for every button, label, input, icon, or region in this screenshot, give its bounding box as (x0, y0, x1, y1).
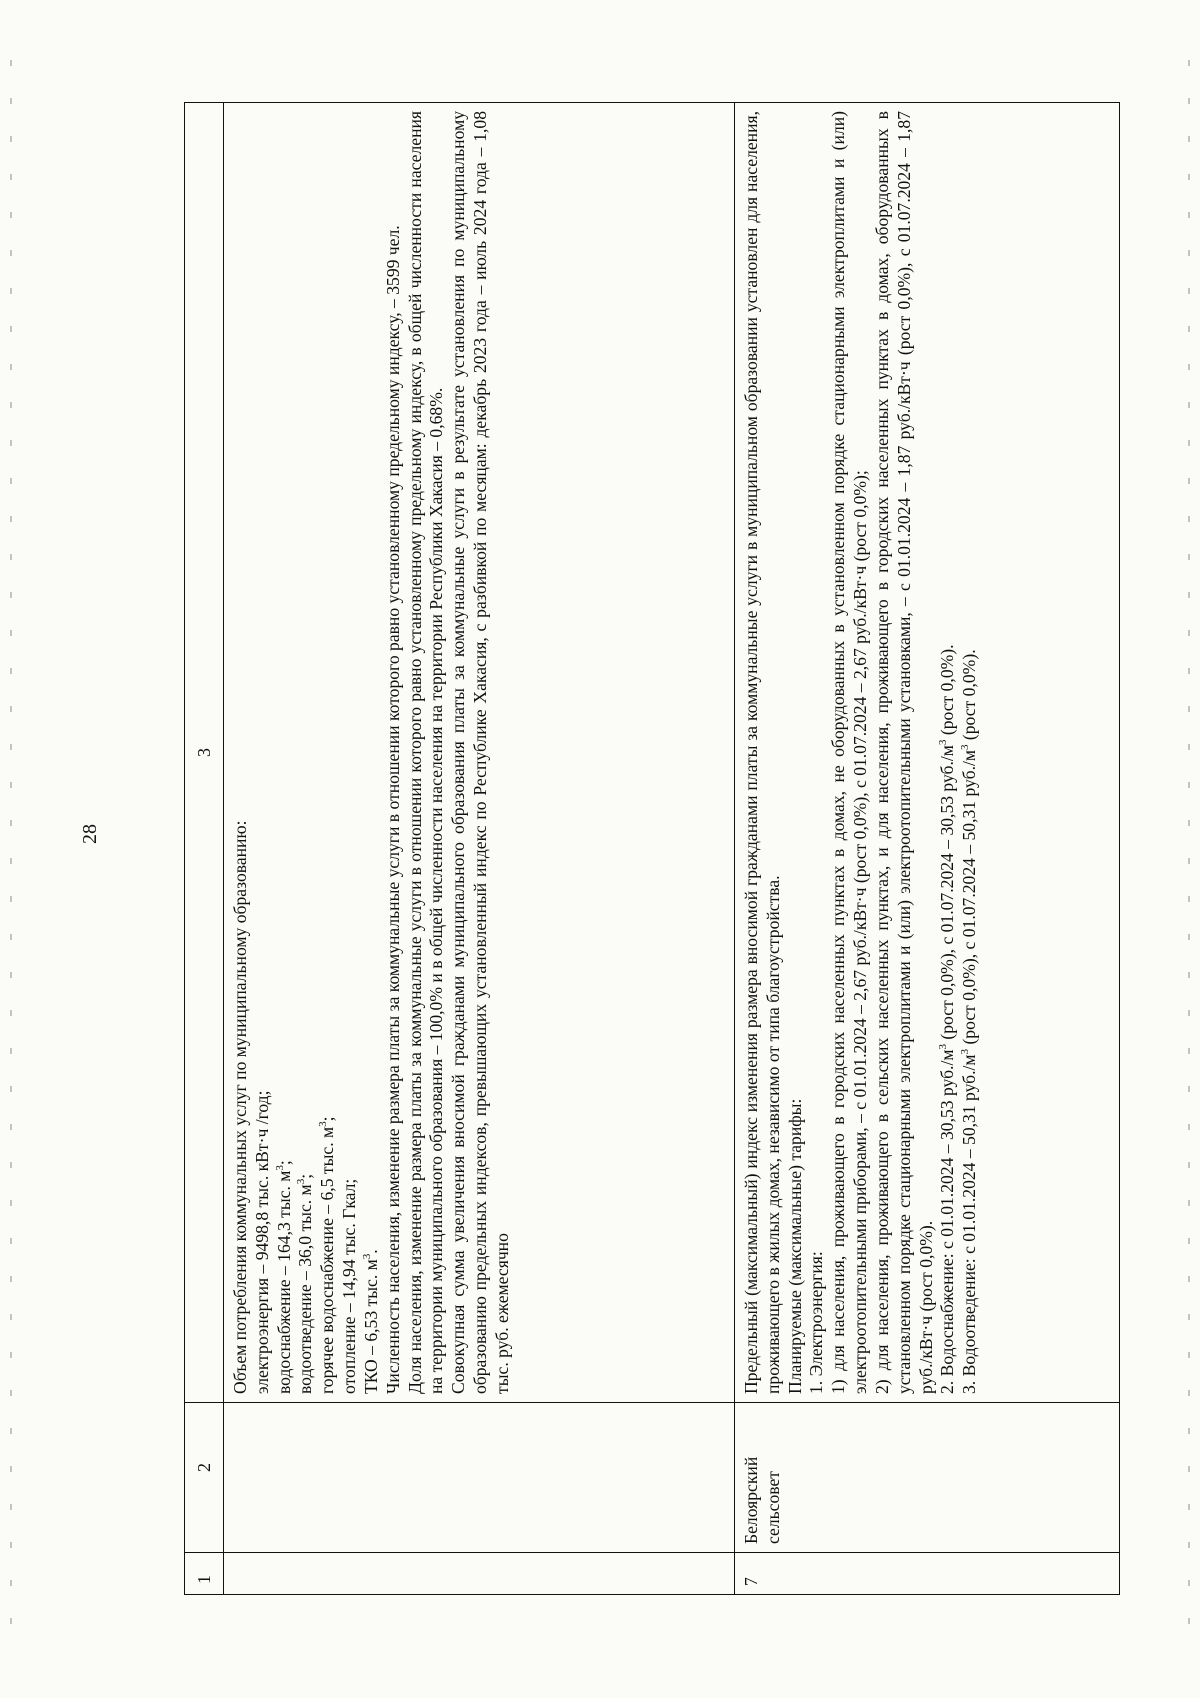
table-row (735, 103, 1120, 1595)
header-col-1: 1 (185, 1553, 224, 1595)
sewer-tariff-line: 3. Водоотведение: с 01.01.2024 – 50,31 $руб./м^3$ (рост 0,0%), с 01.07.2024 – 50,31 $руб./м^3$ (рост 0,0%). (959, 649, 980, 1394)
electricity-rural-paragraph: 2) для населения, проживающего в сельских населенных пунктах, и для населения, проживающего в городских населенных пунктах в домах, оборудованных в установленном порядке стационарными электроплитами и (или) электроотопительными установками, – с 01.01.2024 – 1,87 руб./кВт·ч (рост 0,0%), с 01.07.2024 – 1,87 руб./кВт·ч (рост 0,0%). (871, 111, 936, 1394)
table-row (224, 103, 735, 1595)
municipality-cell (224, 1403, 735, 1553)
table-header-row (185, 103, 224, 1595)
tariff-table (184, 102, 1120, 1595)
content-cell (224, 103, 735, 1403)
row-number-cell (224, 1553, 735, 1595)
content-cell (735, 103, 1120, 1403)
total-increase-paragraph: Совокупная сумма увеличения вносимой гражданами муниципального образования платы за коммунальные услуги в результате установления по муниципальному образованию предельных индексов, превышающих установленный индекс по Республике Хакасия, с разбивкой по месяцам: декабрь 2023 года – июль 2024 года – 1,08 тыс. руб. ежемесячно (448, 111, 512, 1394)
consumption-water: водоснабжение – 164,3 тыс. $м^3$; (273, 1160, 294, 1394)
planned-tariffs-title: Планируемые (максимальные) тарифы: (784, 1098, 805, 1394)
header-col-2: 2 (185, 1403, 224, 1553)
consumption-waste: ТКО – 6,53 тыс. $м^3$. (360, 1249, 381, 1394)
population-share-paragraph: Доля населения, изменение размера платы за коммунальные услуги в отношении которого равно установленному предельному индексу, в общей численности населения на территории муниципального образования – 100,0% и в общей численности населения на территории Республики Хакасия – 0,68%. (404, 111, 447, 1394)
municipality-cell: Белоярский сельсовет (735, 1403, 1120, 1553)
consumption-sewer: водоотведение – 36,0 тыс. $м^3$; (295, 1173, 316, 1394)
consumption-electricity: электроэнергия – 9498,8 тыс. кВт·ч /год; (251, 1090, 272, 1394)
row-number-cell: 7 (735, 1553, 1120, 1595)
consumption-title: Объем потребления коммунальных услуг по муниципальному образованию: (230, 820, 250, 1394)
consumption-hot-water: горячее водоснабжение – 6,5 тыс. $м^3$; (317, 1116, 338, 1394)
header-col-3: 3 (185, 103, 224, 1403)
consumption-heating: отопление – 14,94 тыс. Гкал; (339, 1178, 360, 1394)
index-intro-paragraph: Предельный (максимальный) индекс изменения размера вносимой гражданами платы за коммунальные услуги в муниципальном образовании установлен для населения, проживающего в жилых домах, независимо от типа благоустройства. (741, 111, 783, 1394)
population-paragraph: Численность населения, изменение размера платы за коммунальные услуги в отношении которого равно установленному предельному индексу, – 3599 чел. (382, 225, 403, 1394)
page-number: 28 (79, 824, 101, 844)
electricity-urban-paragraph: 1) для населения, проживающего в городских населенных пунктах в домах, не оборудованных в установленном порядке стационарными электроплитами и (или) электроотопительными приборами, – с 01.01.2024 – 2,67 руб./кВт·ч (рост 0,0%), с 01.07.2024 – 2,67 руб./кВт·ч (рост 0,0%); (828, 111, 871, 1394)
electricity-title: 1. Электроэнергия: (806, 1251, 827, 1394)
water-tariff-line: 2. Водоснабжение: с 01.01.2024 – 30,53 $руб./м^3$ (рост 0,0%), с 01.07.2024 – 30,53 $руб./м^3$ (рост 0,0%). (937, 644, 958, 1394)
